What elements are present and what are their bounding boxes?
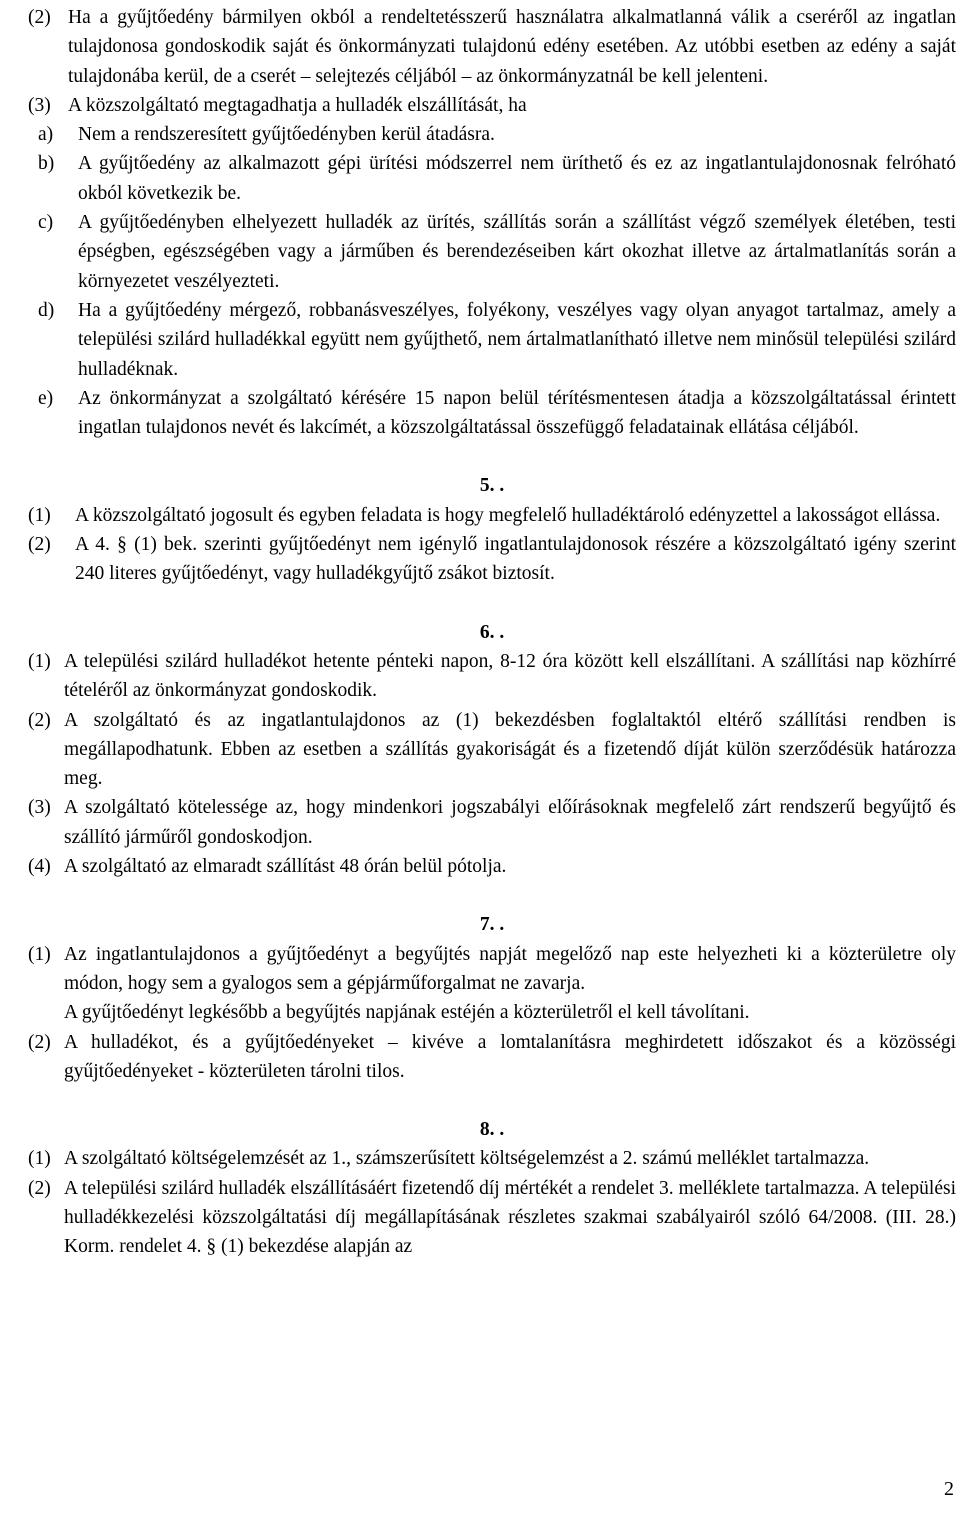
paragraph-text: A 4. § (1) bek. szerinti gyűjtőedényt nem igénylő ingatlantulajdonosok részére a közszolgáltató igény szerint 240 literes gyűjtőedényt, vagy hulladékgyűjtő zsákot biztosít. <box>75 534 956 585</box>
section-heading: 6. . <box>479 621 505 643</box>
item-text: A gyűjtőedény az alkalmazott gépi ürítési módszerrel nem üríthető és ez az ingatlantulajdonosnak felróható okból következik be. <box>78 153 956 204</box>
paragraph <box>28 647 956 706</box>
paragraph-text: A szolgáltató az elmaradt szállítást 48 órán belül pótolja. <box>64 856 507 878</box>
list-item <box>38 384 956 443</box>
paragraph <box>28 706 956 794</box>
paragraph-text: A szolgáltató költségelemzését az 1., számszerűsített költségelemzést a 2. számú melléklet tartalmazza. <box>64 1148 870 1170</box>
section-heading: 5. . <box>479 475 505 497</box>
paragraph-text: A települési szilárd hulladék elszállításáért fizetendő díj mértékét a rendelet 3. melléklete tartalmazza. A települési hulladékkezelési közszolgáltatási díj megállapításának részletes szakmai szabályairól szóló 64/2008. (III. 28.) Korm. rendelet 4. § (1) bekezdése alapján az <box>64 1177 956 1258</box>
paragraph-label: (2) <box>28 1031 51 1053</box>
section-heading: 7. . <box>479 914 505 936</box>
paragraph <box>28 1144 956 1173</box>
item-label: c) <box>38 212 54 234</box>
paragraph-label: (3) <box>28 797 51 819</box>
paragraph-label: (1) <box>28 650 51 672</box>
list-item <box>38 296 956 384</box>
paragraph-label: (2) <box>28 709 51 731</box>
paragraph-label: (2) <box>28 1177 51 1199</box>
paragraph-text: A hulladékot, és a gyűjtőedényeket – kivéve a lomtalanításra meghirdetett időszakot és a közösségi gyűjtőedényeket - közterületen tárolni tilos. <box>64 1031 956 1082</box>
paragraph <box>28 501 956 530</box>
paragraph-label: (1) <box>28 943 51 965</box>
paragraph <box>28 793 956 852</box>
document-page <box>28 3 956 1262</box>
section-5 <box>28 471 956 588</box>
paragraph-label: (2) <box>28 534 51 556</box>
page-number: 2 <box>944 1478 954 1500</box>
paragraph-text: Az ingatlantulajdonos a gyűjtőedényt a begyűjtés napját megelőző nap este helyezheti ki a közterületre oly módon, hogy sem a gyalogos sem a gépjárműforgalmat ne zavarja. <box>64 943 956 994</box>
list-item <box>38 120 956 149</box>
paragraph-label: (1) <box>28 1148 51 1170</box>
item-label: a) <box>38 124 54 146</box>
paragraph-label: (4) <box>28 856 51 878</box>
item-label: d) <box>38 299 55 321</box>
section-6 <box>28 618 956 882</box>
paragraph <box>28 1174 956 1262</box>
section-heading: 8. . <box>479 1119 505 1141</box>
paragraph-text: A gyűjtőedényt legkésőbb a begyűjtés napjának estéjén a közterületről el kell távolítani. <box>64 1002 750 1024</box>
item-text: Az önkormányzat a szolgáltató kérésére 15 napon belül térítésmentesen átadja a közszolgáltatással érintett ingatlan tulajdonos nevét és lakcímét, a közszolgáltatással összefüggő feladatainak ellátása céljából. <box>78 387 956 439</box>
item-label: b) <box>38 153 55 175</box>
item-text: A gyűjtőedényben elhelyezett hulladék az ürítés, szállítás során a szállítást végző személyek életében, testi épségben, egészségében vagy a járműben és berendezéseiben kárt okozhat illetve az ártalmatlanítás során a környezetet veszélyezteti. <box>78 212 956 292</box>
paragraph-text: A szolgáltató kötelessége az, hogy mindenkori jogszabályi előírásoknak megfelelő zárt rendszerű begyűjtő és szállító járműről gondoskodjon. <box>64 797 956 848</box>
paragraph-label: (3) <box>28 94 51 116</box>
paragraph-text: Ha a gyűjtőedény bármilyen okból a rendeltetésszerű használatra alkalmatlanná válik a cseréről az ingatlan tulajdonosa gondoskodik saját és önkormányzati tulajdonú edény esetében. Az utóbbi esetben az edény a saját tulajdonába kerül, de a cserét – selejtezés céljából – az önkormányzatnál be kell jelenteni. <box>68 7 956 87</box>
paragraph-3 <box>28 91 956 120</box>
paragraph-label <box>28 998 64 1027</box>
item-text: Ha a gyűjtőedény mérgező, robbanásveszélyes, folyékony, veszélyes vagy olyan anyagot tartalmaz, amely a települési szilárd hulladékkal együtt nem gyűjthető, nem ártalmatlanítható illetve nem minősül települési szilárd hulladéknak. <box>78 299 956 380</box>
paragraph <box>28 852 956 881</box>
paragraph-text: A közszolgáltató jogosult és egyben feladata is hogy megfelelő hulladéktároló edényzettel a lakosságot ellássa. <box>75 504 941 526</box>
section-7 <box>28 910 956 1086</box>
paragraph-text: A települési szilárd hulladékot hetente pénteki napon, 8-12 óra között kell elszállítani. A szállítási nap közhírré tételéről az önkormányzat gondoskodik. <box>64 650 956 702</box>
paragraph-2 <box>28 3 956 91</box>
paragraph-text: A szolgáltató és az ingatlantulajdonos az (1) bekezdésben foglaltaktól eltérő szállítási rendben is megállapodhatunk. Ebben az esetben a szállítás gyakoriságát és a fizetendő díját külön szerződésük határozza meg. <box>64 709 956 790</box>
paragraph <box>28 998 956 1027</box>
paragraph <box>28 940 956 999</box>
paragraph-label: (1) <box>28 504 51 526</box>
list-item <box>38 208 956 296</box>
paragraph <box>28 530 956 589</box>
paragraph <box>28 1028 956 1087</box>
list-item <box>38 149 956 208</box>
section-8 <box>28 1115 956 1261</box>
paragraph-label: (2) <box>28 7 51 28</box>
item-label: e) <box>38 387 54 409</box>
item-text: Nem a rendszeresített gyűjtőedényben kerül átadásra. <box>78 124 495 146</box>
paragraph-text: A közszolgáltató megtagadhatja a hulladék elszállítását, ha <box>68 94 527 116</box>
item-list <box>28 120 956 442</box>
